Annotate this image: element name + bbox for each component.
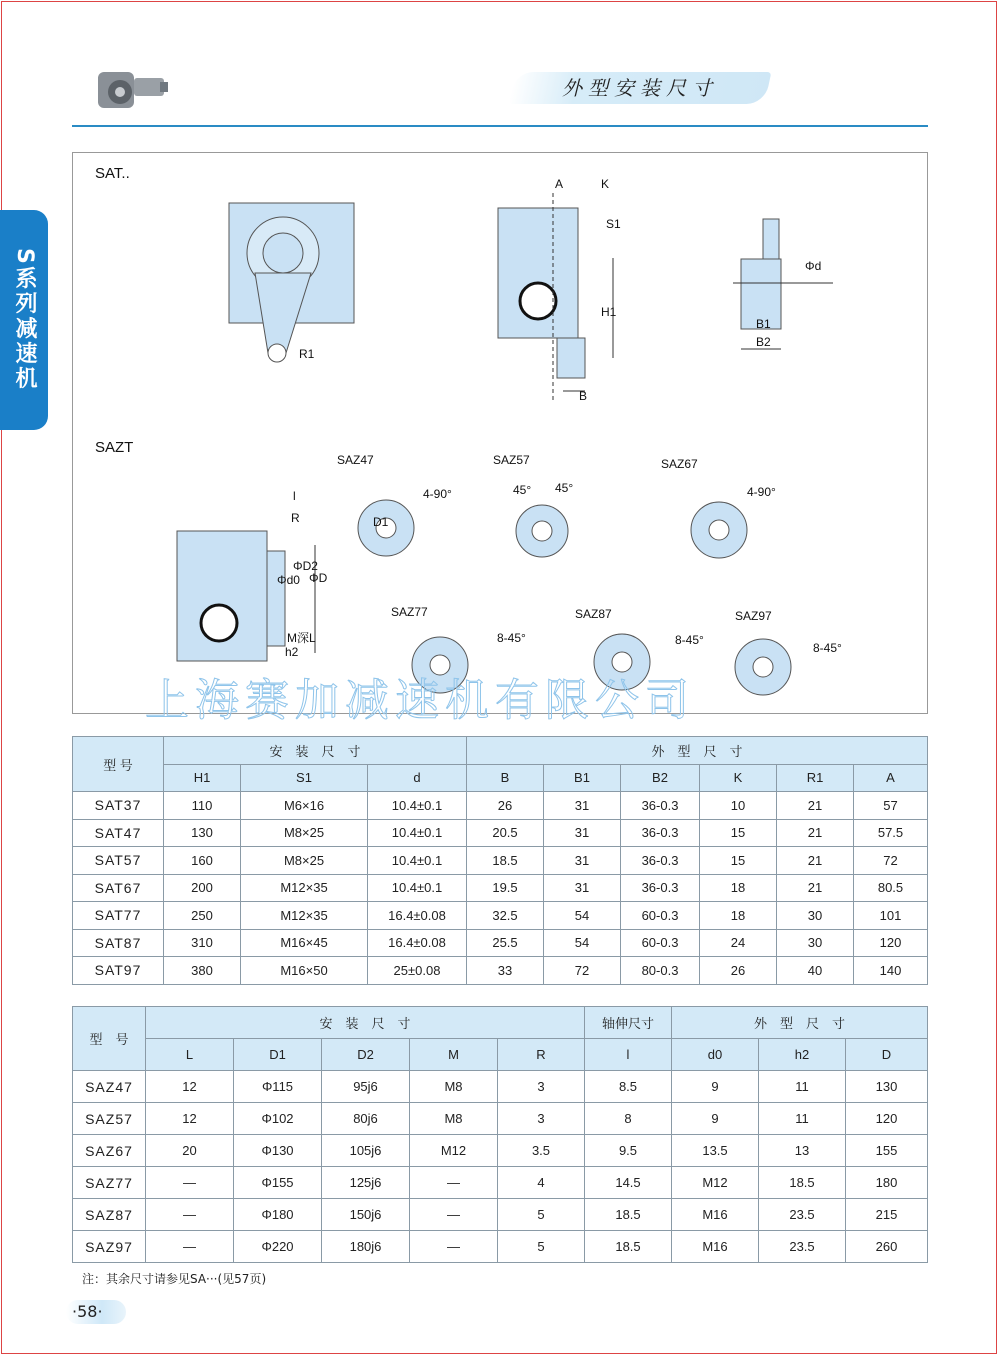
sat-front-view [498, 193, 613, 403]
value-cell: — [410, 1231, 498, 1263]
value-cell: M16×45 [241, 929, 368, 957]
value-cell: M6×16 [241, 792, 368, 820]
column-header: R [498, 1039, 585, 1071]
value-cell: 25.5 [467, 929, 544, 957]
column-header: B [467, 764, 544, 792]
value-cell: 32.5 [467, 902, 544, 930]
value-cell: 26 [700, 957, 777, 985]
value-cell: 5 [498, 1199, 585, 1231]
table-row [73, 1071, 928, 1103]
value-cell: — [146, 1167, 234, 1199]
value-cell: 180j6 [322, 1231, 410, 1263]
model-cell: SAT67 [73, 874, 164, 902]
value-cell: 60-0.3 [621, 902, 700, 930]
table-header-model: 型 号 [73, 1007, 146, 1071]
value-cell: 4 [498, 1167, 585, 1199]
gearbox-logo-icon [90, 66, 170, 114]
model-cell: SAZ57 [73, 1103, 146, 1135]
value-cell: 21 [777, 819, 854, 847]
table-row [73, 819, 928, 847]
table-header-model: 型 号 [73, 737, 164, 792]
column-header: d [368, 764, 467, 792]
value-cell: Φ180 [234, 1199, 322, 1231]
column-header: R1 [777, 764, 854, 792]
dim-label-h2: h2 [285, 645, 299, 659]
table-row [73, 874, 928, 902]
value-cell: 57.5 [854, 819, 928, 847]
value-cell: 16.4±0.08 [368, 902, 467, 930]
value-cell: Φ130 [234, 1135, 322, 1167]
value-cell: 125j6 [322, 1167, 410, 1199]
value-cell: 30 [777, 929, 854, 957]
value-cell: 120 [854, 929, 928, 957]
value-cell: 80j6 [322, 1103, 410, 1135]
value-cell: 20 [146, 1135, 234, 1167]
saz-dimension-table [72, 1006, 928, 1263]
value-cell: 31 [544, 847, 621, 875]
table-row [73, 1103, 928, 1135]
value-cell: 130 [846, 1071, 928, 1103]
value-cell: 80-0.3 [621, 957, 700, 985]
value-cell: M12 [672, 1167, 759, 1199]
column-header: M [410, 1039, 498, 1071]
dim-label-b: B [579, 389, 588, 403]
value-cell: 105j6 [322, 1135, 410, 1167]
sat-side-view [229, 203, 354, 362]
value-cell: 54 [544, 929, 621, 957]
column-header: h2 [759, 1039, 846, 1071]
model-cell: SAT57 [73, 847, 164, 875]
flange-angle-right-saz57: 45° [555, 481, 574, 495]
value-cell: 155 [846, 1135, 928, 1167]
flange-name-saz77: SAZ77 [391, 605, 428, 619]
dim-label-d1: D1 [373, 515, 389, 529]
value-cell: 101 [854, 902, 928, 930]
table-header-install: 安 装 尺 寸 [146, 1007, 585, 1039]
value-cell: 21 [777, 792, 854, 820]
value-cell: M8 [410, 1103, 498, 1135]
column-header: l [585, 1039, 672, 1071]
value-cell: 33 [467, 957, 544, 985]
model-cell: SAT97 [73, 957, 164, 985]
value-cell: 200 [164, 874, 241, 902]
table-row [73, 1135, 928, 1167]
value-cell: 10.4±0.1 [368, 792, 467, 820]
table-row [73, 1231, 928, 1263]
value-cell: 36-0.3 [621, 847, 700, 875]
value-cell: 10.4±0.1 [368, 874, 467, 902]
dim-label-b1: B1 [756, 317, 771, 331]
table-row [73, 902, 928, 930]
table-header-outline: 外 型 尺 寸 [467, 737, 928, 765]
flange-angle-saz47: 4-90° [423, 487, 452, 501]
value-cell: 18.5 [467, 847, 544, 875]
value-cell: 13.5 [672, 1135, 759, 1167]
column-header: D [846, 1039, 928, 1071]
value-cell: 54 [544, 902, 621, 930]
model-cell: SAT37 [73, 792, 164, 820]
dim-label-b2: B2 [756, 335, 771, 349]
value-cell: M12×35 [241, 874, 368, 902]
value-cell: 80.5 [854, 874, 928, 902]
value-cell: 72 [854, 847, 928, 875]
column-header: d0 [672, 1039, 759, 1071]
dim-label-d2: ΦD2 [293, 559, 318, 573]
value-cell: 40 [777, 957, 854, 985]
value-cell: 260 [846, 1231, 928, 1263]
value-cell: 21 [777, 874, 854, 902]
dim-label-r: R [291, 511, 300, 525]
value-cell: 57 [854, 792, 928, 820]
value-cell: M8×25 [241, 819, 368, 847]
company-watermark: 上海赛加减速机有限公司 [145, 675, 695, 726]
bushing-detail [733, 219, 833, 349]
value-cell: 60-0.3 [621, 929, 700, 957]
dim-label-m-depth: M深L [287, 631, 316, 645]
value-cell: M16 [672, 1231, 759, 1263]
value-cell: 10.4±0.1 [368, 819, 467, 847]
value-cell: — [146, 1231, 234, 1263]
value-cell: 15 [700, 847, 777, 875]
flange-name-saz47: SAZ47 [337, 453, 374, 467]
value-cell: 19.5 [467, 874, 544, 902]
value-cell: 14.5 [585, 1167, 672, 1199]
value-cell: 23.5 [759, 1231, 846, 1263]
value-cell: 24 [700, 929, 777, 957]
model-cell: SAT87 [73, 929, 164, 957]
model-cell: SAZ97 [73, 1231, 146, 1263]
value-cell: Φ102 [234, 1103, 322, 1135]
value-cell: Φ220 [234, 1231, 322, 1263]
flange-angle-saz77: 8-45° [497, 631, 526, 645]
value-cell: 380 [164, 957, 241, 985]
model-cell: SAT77 [73, 902, 164, 930]
value-cell: 140 [854, 957, 928, 985]
model-cell: SAZ87 [73, 1199, 146, 1231]
value-cell: 13 [759, 1135, 846, 1167]
value-cell: 10.4±0.1 [368, 847, 467, 875]
flange-name-saz67: SAZ67 [661, 457, 698, 471]
value-cell: 3 [498, 1071, 585, 1103]
value-cell: 26 [467, 792, 544, 820]
value-cell: 9 [672, 1071, 759, 1103]
dim-label-k: K [601, 177, 610, 191]
value-cell: 310 [164, 929, 241, 957]
value-cell: 95j6 [322, 1071, 410, 1103]
series-side-tab-label: S系列减速机 [12, 248, 37, 392]
flange-angle-left-saz57: 45° [513, 483, 532, 497]
value-cell: — [146, 1199, 234, 1231]
value-cell: 8.5 [585, 1071, 672, 1103]
dim-label-r1: R1 [299, 347, 315, 361]
dim-label-phid: Φd [805, 259, 822, 273]
value-cell: 18.5 [585, 1231, 672, 1263]
column-header: B2 [621, 764, 700, 792]
value-cell: 3 [498, 1103, 585, 1135]
dim-label-d: ΦD [309, 571, 328, 585]
footnote: 注：其余尺寸请参见SA···(见57页) [82, 1272, 267, 1286]
dim-label-l: l [293, 489, 296, 503]
value-cell: 250 [164, 902, 241, 930]
value-cell: 120 [846, 1103, 928, 1135]
flange-saz67 [691, 502, 747, 558]
table-header-outline: 外 型 尺 寸 [672, 1007, 928, 1039]
column-header: D2 [322, 1039, 410, 1071]
value-cell: Φ115 [234, 1071, 322, 1103]
value-cell: 16.4±0.08 [368, 929, 467, 957]
value-cell: 31 [544, 874, 621, 902]
column-header: L [146, 1039, 234, 1071]
value-cell: 12 [146, 1103, 234, 1135]
value-cell: 36-0.3 [621, 819, 700, 847]
value-cell: 11 [759, 1071, 846, 1103]
value-cell: 30 [777, 902, 854, 930]
table-row [73, 792, 928, 820]
value-cell: — [410, 1199, 498, 1231]
value-cell: 130 [164, 819, 241, 847]
column-header: H1 [164, 764, 241, 792]
value-cell: 21 [777, 847, 854, 875]
value-cell: 9.5 [585, 1135, 672, 1167]
value-cell: Φ155 [234, 1167, 322, 1199]
value-cell: M16×50 [241, 957, 368, 985]
dim-label-d0: Φd0 [277, 573, 300, 587]
value-cell: M12 [410, 1135, 498, 1167]
header-divider [72, 125, 928, 127]
flange-angle-saz67: 4-90° [747, 485, 776, 499]
flange-saz57 [516, 505, 568, 557]
model-cell: SAZ77 [73, 1167, 146, 1199]
value-cell: 215 [846, 1199, 928, 1231]
value-cell: M8 [410, 1071, 498, 1103]
value-cell: 160 [164, 847, 241, 875]
column-header: S1 [241, 764, 368, 792]
value-cell: 3.5 [498, 1135, 585, 1167]
value-cell: 36-0.3 [621, 792, 700, 820]
table-header-shaft: 轴伸尺寸 [585, 1007, 672, 1039]
sat-dimension-table [72, 736, 928, 985]
flange-name-saz87: SAZ87 [575, 607, 612, 621]
value-cell: 72 [544, 957, 621, 985]
value-cell: — [410, 1167, 498, 1199]
page-title: 外型安装尺寸 [509, 72, 772, 104]
model-cell: SAZ67 [73, 1135, 146, 1167]
column-header: D1 [234, 1039, 322, 1071]
column-header: K [700, 764, 777, 792]
value-cell: 18 [700, 874, 777, 902]
value-cell: M16 [672, 1199, 759, 1231]
value-cell: 31 [544, 819, 621, 847]
value-cell: 25±0.08 [368, 957, 467, 985]
dim-label-h1: H1 [601, 305, 617, 319]
section-label-sazt: SAZT [95, 439, 134, 456]
column-header: A [854, 764, 928, 792]
drawing-canvas [73, 153, 927, 713]
table-header-install: 安 装 尺 寸 [164, 737, 467, 765]
value-cell: 18.5 [759, 1167, 846, 1199]
value-cell: 150j6 [322, 1199, 410, 1231]
value-cell: 18.5 [585, 1199, 672, 1231]
value-cell: 20.5 [467, 819, 544, 847]
table-row [73, 929, 928, 957]
series-side-tab [0, 210, 48, 430]
value-cell: 9 [672, 1103, 759, 1135]
page-number: ·58· [66, 1300, 126, 1324]
flange-name-saz57: SAZ57 [493, 453, 530, 467]
flange-angle-saz97: 8-45° [813, 641, 842, 655]
dim-label-s1: S1 [606, 217, 621, 231]
model-cell: SAT47 [73, 819, 164, 847]
table-row [73, 1199, 928, 1231]
value-cell: 110 [164, 792, 241, 820]
flange-angle-saz87: 8-45° [675, 633, 704, 647]
dim-label-a: A [555, 177, 564, 191]
flange-name-saz97: SAZ97 [735, 609, 772, 623]
value-cell: 10 [700, 792, 777, 820]
value-cell: 23.5 [759, 1199, 846, 1231]
table-row [73, 1167, 928, 1199]
section-label-sat: SAT.. [95, 165, 130, 182]
value-cell: 8 [585, 1103, 672, 1135]
value-cell: 18 [700, 902, 777, 930]
model-cell: SAZ47 [73, 1071, 146, 1103]
value-cell: 180 [846, 1167, 928, 1199]
value-cell: 31 [544, 792, 621, 820]
flange-saz97 [735, 639, 791, 695]
value-cell: 5 [498, 1231, 585, 1263]
table-row [73, 957, 928, 985]
column-header: B1 [544, 764, 621, 792]
value-cell: 15 [700, 819, 777, 847]
value-cell: 11 [759, 1103, 846, 1135]
technical-drawing [72, 152, 928, 714]
value-cell: M12×35 [241, 902, 368, 930]
table-row [73, 847, 928, 875]
value-cell: 36-0.3 [621, 874, 700, 902]
value-cell: M8×25 [241, 847, 368, 875]
value-cell: 12 [146, 1071, 234, 1103]
